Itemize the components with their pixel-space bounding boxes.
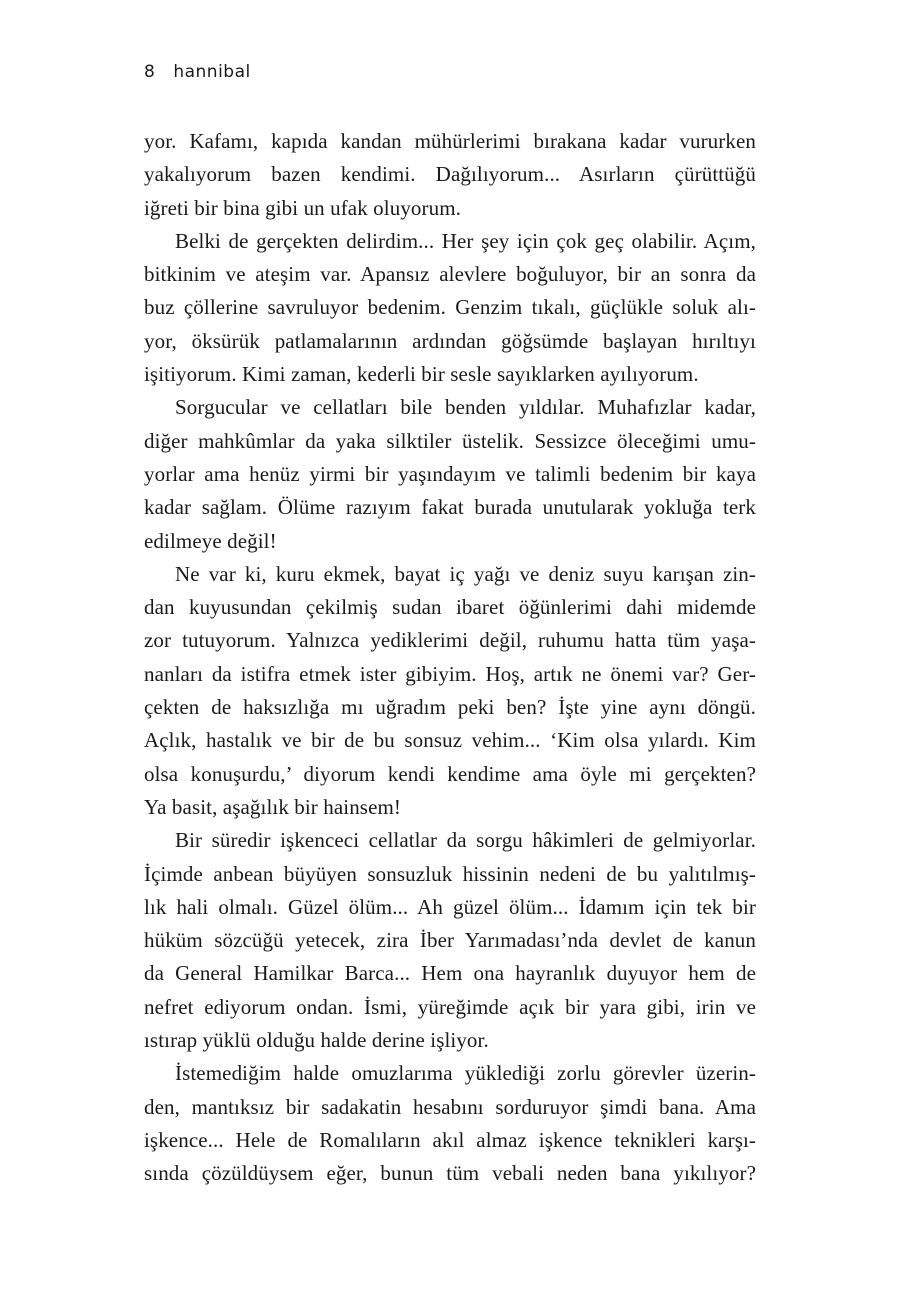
text-line: nanları da istifra etmek ister gibiyim. Hoş, artık ne önemi var? Ger- xyxy=(144,661,756,686)
text-line: bitkinim ve ateşim var. Apansız alevlere boğuluyor, bir an sonra da xyxy=(144,262,756,287)
text-line: lık hali olmalı. Güzel ölüm... Ah güzel ölüm... İdamım için tek bir xyxy=(144,894,756,919)
text-line: çekten de haksızlığa mı uğradım peki ben? İşte yine aynı döngü. xyxy=(144,695,756,720)
paragraph-2 xyxy=(144,225,756,391)
text-line: yorlar ama henüz yirmi bir yaşındayım ve talimli bedenim bir kaya xyxy=(144,461,756,486)
text-line: diğer mahkûmlar da yaka silktiler üstelik. Sessizce öleceğimi umu- xyxy=(144,428,756,453)
text-line: yor, öksürük patlamalarının ardından göğsümde başlayan hırıltıyı xyxy=(144,328,756,353)
text-line: da General Hamilkar Barca... Hem ona hayranlık duyuyor hem de xyxy=(144,961,756,986)
text-line: iğreti bir bina gibi un ufak oluyorum. xyxy=(144,195,461,220)
body-text xyxy=(144,125,756,1191)
running-head xyxy=(144,62,251,82)
text-line: hüküm sözcüğü yetecek, zira İber Yarımadası’nda devlet de kanun xyxy=(144,928,756,953)
text-line: sında çözüldüysem eğer, bunun tüm vebali neden bana yıkılıyor? xyxy=(144,1161,756,1186)
running-title: hannibal xyxy=(173,62,251,82)
text-line: ıstırap yüklü olduğu halde derine işliyor. xyxy=(144,1028,489,1053)
text-line: buz çöllerine savruluyor bedenim. Genzim tıkalı, güçlükle soluk alı- xyxy=(144,295,756,320)
text-line: edilmeye değil! xyxy=(144,528,277,553)
page-number: 8 xyxy=(144,62,156,82)
text-line: olsa konuşurdu,’ diyorum kendi kendime ama öyle mi gerçekten? xyxy=(144,761,756,786)
text-line: zor tutuyorum. Yalnızca yediklerimi değil, ruhumu hatta tüm yaşa- xyxy=(144,628,756,653)
paragraph-6 xyxy=(144,1057,756,1190)
text-line: işkence... Hele de Romalıların akıl almaz işkence teknikleri karşı- xyxy=(144,1127,756,1152)
text-line: işitiyorum. Kimi zaman, kederli bir sesle sayıklarken ayılıyorum. xyxy=(144,362,699,387)
text-line: Ne var ki, kuru ekmek, bayat iç yağı ve deniz suyu karışan zin- xyxy=(175,561,756,586)
text-line: Ya basit, aşağılık bir hainsem! xyxy=(144,794,402,819)
text-line: Sorgucular ve cellatları bile benden yıldılar. Muhafızlar kadar, xyxy=(175,395,756,420)
paragraph-4 xyxy=(144,558,756,824)
paragraph-1 xyxy=(144,125,756,225)
text-line: yakalıyorum bazen kendimi. Dağılıyorum... Asırların çürüttüğü xyxy=(144,162,756,187)
text-line: Açlık, hastalık ve bir de bu sonsuz vehim... ‘Kim olsa yılardı. Kim xyxy=(144,728,756,753)
text-line: den, mantıksız bir sadakatin hesabını sorduruyor şimdi bana. Ama xyxy=(144,1094,756,1119)
paragraph-5 xyxy=(144,824,756,1057)
text-line: İçimde anbean büyüyen sonsuzluk hissinin nedeni de bu yalıtılmış- xyxy=(144,861,756,886)
text-line: Bir süredir işkenceci cellatlar da sorgu hâkimleri de gelmiyorlar. xyxy=(175,828,756,853)
text-line: Belki de gerçekten delirdim... Her şey için çok geç olabilir. Açım, xyxy=(175,228,756,253)
text-line: nefret ediyorum ondan. İsmi, yüreğimde açık bir yara gibi, irin ve xyxy=(144,994,756,1019)
paragraph-3 xyxy=(144,391,756,557)
text-line: yor. Kafamı, kapıda kandan mühürlerimi bırakana kadar vururken xyxy=(144,129,756,153)
text-line: kadar sağlam. Ölüme razıyım fakat burada unutularak yokluğa terk xyxy=(144,495,756,520)
text-line: dan kuyusundan çekilmiş sudan ibaret öğünlerimi dahi midemde xyxy=(144,595,756,620)
text-line: İstemediğim halde omuzlarıma yüklediği zorlu görevler üzerin- xyxy=(175,1061,756,1086)
